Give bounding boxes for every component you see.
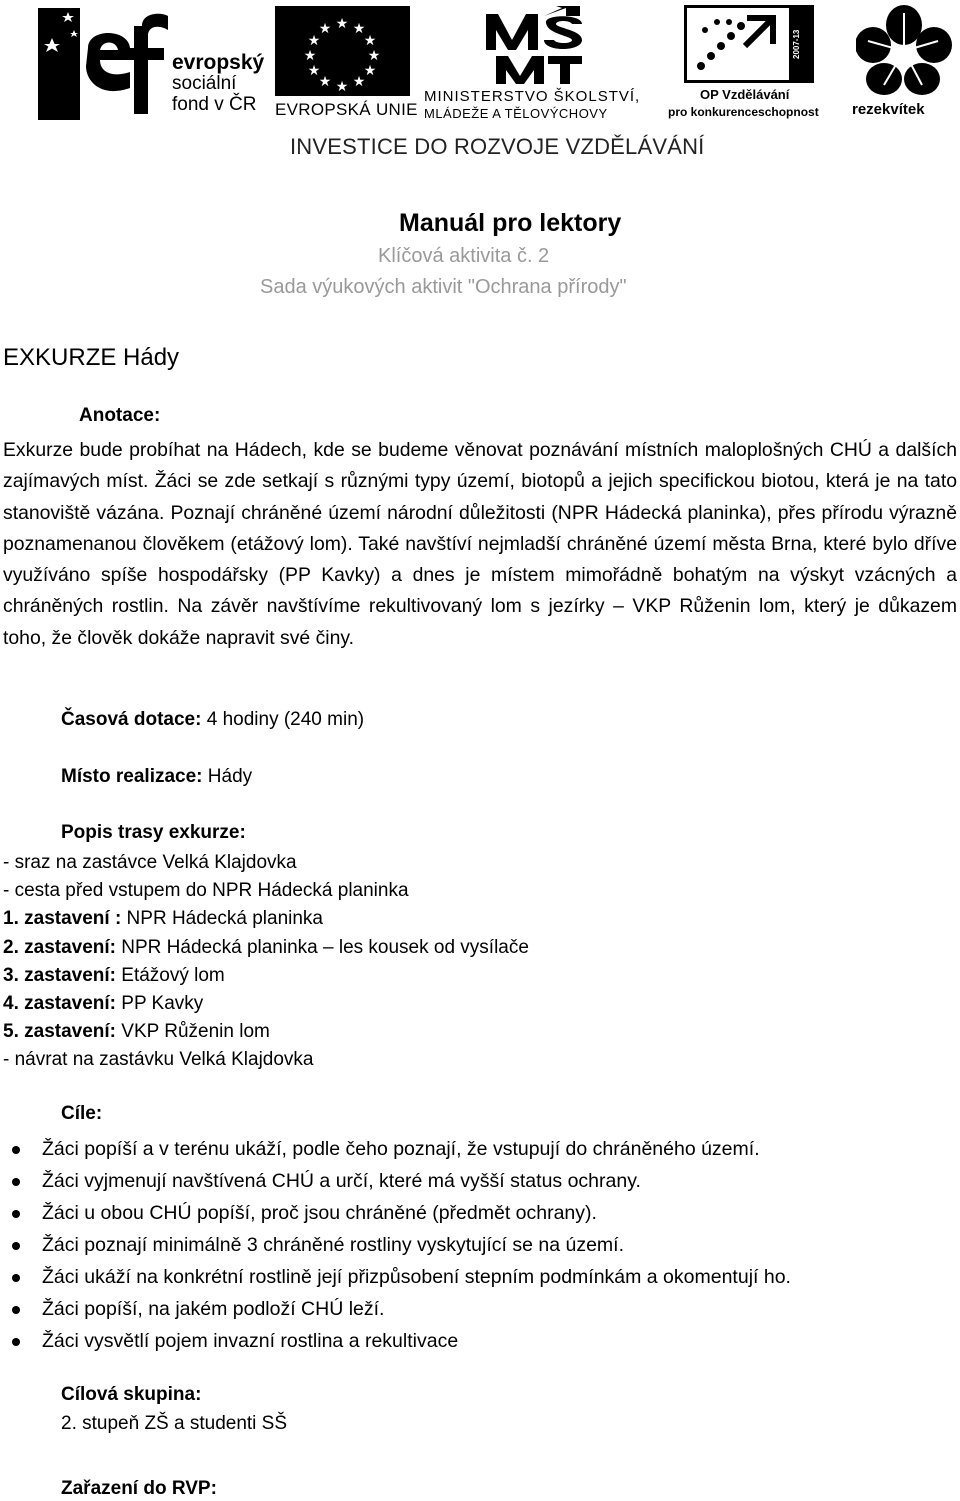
goal-item: Žáci popíší a v terénu ukáží, podle čeho poznají, že vstupují do chráněného území. — [12, 1133, 791, 1165]
excursion-heading: EXKURZE Hády — [3, 344, 180, 371]
logo-bar — [0, 0, 960, 165]
msmt-caption-line1: MINISTERSTVO ŠKOLSTVÍ, — [424, 88, 641, 105]
document-subtitle-activity: Klíčová aktivita č. 2 — [378, 245, 550, 267]
rezekvitek-caption: rezekvítek — [852, 101, 925, 118]
route-item-label: 5. zastavení: — [3, 1021, 116, 1043]
op-logo-box — [684, 5, 792, 83]
route-item-text: - cesta před vstupem do NPR Hádecká planinka — [3, 880, 409, 902]
rvp-label: Zařazení do RVP: — [61, 1478, 217, 1499]
esf-text-line3: fond v ČR — [172, 94, 257, 115]
esf-text — [172, 52, 264, 115]
route-item-text: PP Kavky — [116, 993, 204, 1015]
annotation-text: Exkurze bude probíhat na Hádech, kde se budeme věnovat poznávání místních maloplošných CHÚ a dalších zajímavých míst. Žáci se zde setkají s různými typy území, biotopů a jejich specifickou biotou, která je na tato stanoviště vázána. Poznají chráněné území národní důležitosti (NPR Hádecká planinka), přes přírodu výrazně poznamenanou člověkem (etážový lom). Také navštíví nejmladší chráněné území města Brna, které bylo dříve využíváno spíše hospodářsky (PP Kavky) a dnes je místem mimořádně bohatým na výskyt vzácných a chráněných rostlin. Na závěr navštívíme rekultivovaný lom s jezírky – VKP Růženin lom, který je důkazem toho, že člověk dokáže napravit své činy. — [3, 439, 957, 649]
svg-text:★: ★ — [352, 21, 366, 37]
op-logo-years: 2007-13 — [792, 5, 814, 83]
route-item — [3, 934, 529, 962]
tagline: INVESTICE DO ROZVOJE VZDĚLÁVÁNÍ — [290, 134, 705, 159]
esf-logo-mark — [38, 8, 170, 120]
msmt-logo — [424, 6, 659, 121]
op-arrow-icon — [687, 8, 789, 80]
place-label: Místo realizace: — [61, 766, 203, 787]
route-item — [3, 1046, 529, 1074]
msmt-caption-line2: MLÁDEŽE A TĚLOVÝCHOVY — [424, 106, 608, 121]
route-label: Popis trasy exkurze: — [61, 822, 246, 843]
goal-item: Žáci vysvětlí pojem invazní rostlina a rekultivace — [12, 1325, 791, 1357]
document-title: Manuál pro lektory — [399, 209, 622, 237]
route-item — [3, 849, 529, 877]
op-caption-line1: OP Vzdělávání — [700, 87, 790, 102]
esf-text-line1: evropský — [172, 51, 265, 74]
svg-text:★: ★ — [307, 63, 321, 79]
esf-logo — [38, 8, 268, 123]
target-group-value: 2. stupeň ZŠ a studenti SŠ — [61, 1413, 288, 1434]
time-allocation-value: 4 hodiny (240 min) — [201, 709, 365, 730]
svg-text:★: ★ — [363, 33, 377, 49]
eu-caption: EVROPSKÁ UNIE — [275, 100, 418, 119]
op-caption-line2: pro konkurenceschopnost — [668, 105, 819, 119]
route-list — [3, 849, 529, 1075]
annotation-label: Anotace: — [79, 405, 161, 426]
svg-text:★: ★ — [303, 48, 317, 64]
eu-flag-icon — [275, 6, 410, 96]
flower-icon — [856, 5, 952, 97]
route-item-label: 4. zastavení: — [3, 993, 116, 1015]
route-item-text: - návrat na zastávku Velká Klajdovka — [3, 1049, 314, 1071]
svg-text:★: ★ — [335, 79, 349, 95]
svg-text:★: ★ — [307, 33, 321, 49]
route-item — [3, 962, 529, 990]
route-item-text: Etážový lom — [116, 964, 225, 986]
goals-list — [12, 1133, 791, 1357]
goal-item: Žáci ukáží na konkrétní rostlině její přizpůsobení stepním podmínkám a okomentují ho. — [12, 1261, 791, 1293]
route-item — [3, 877, 529, 905]
route-item-label: 2. zastavení: — [3, 936, 116, 958]
op-vzdelavani-logo — [668, 5, 818, 123]
goal-item: Žáci u obou CHÚ popíší, proč jsou chráněné (předmět ochrany). — [12, 1197, 791, 1229]
goal-item: Žáci popíší, na jakém podloží CHÚ leží. — [12, 1293, 791, 1325]
route-item — [3, 905, 529, 933]
svg-text:★: ★ — [367, 48, 381, 64]
place-value: Hády — [202, 766, 253, 787]
esf-text-line2: sociální — [172, 73, 237, 94]
place — [61, 766, 252, 788]
route-item-text: - sraz na zastávce Velká Klajdovka — [3, 852, 297, 873]
svg-text:★: ★ — [352, 74, 366, 90]
time-allocation — [61, 709, 364, 731]
route-item-label: 1. zastavení : — [3, 908, 122, 930]
route-item-text: NPR Hádecká planinka — [121, 908, 323, 930]
svg-text:★: ★ — [318, 74, 332, 90]
goal-item: Žáci poznají minimálně 3 chráněné rostliny vyskytující se na území. — [12, 1229, 791, 1261]
eu-logo — [275, 6, 418, 121]
msmt-logo-mark — [484, 6, 584, 84]
target-group-label: Cílová skupina: — [61, 1384, 202, 1405]
svg-text:★: ★ — [335, 16, 349, 32]
route-item — [3, 990, 529, 1018]
route-item-text: NPR Hádecká planinka – les kousek od vysílače — [116, 936, 529, 958]
rezekvitek-logo — [852, 5, 957, 123]
route-item-text: VKP Růženin lom — [116, 1021, 270, 1043]
svg-text:★: ★ — [363, 63, 377, 79]
svg-text:★: ★ — [318, 21, 332, 37]
goal-item: Žáci vyjmenují navštívená CHÚ a určí, které má vyšší status ochrany. — [12, 1165, 791, 1197]
goals-label: Cíle: — [61, 1103, 103, 1124]
document-subtitle-set: Sada výukových aktivit "Ochrana přírody" — [260, 276, 627, 298]
route-item-label: 3. zastavení: — [3, 964, 116, 986]
route-item — [3, 1018, 529, 1046]
time-allocation-label: Časová dotace: — [61, 709, 202, 730]
